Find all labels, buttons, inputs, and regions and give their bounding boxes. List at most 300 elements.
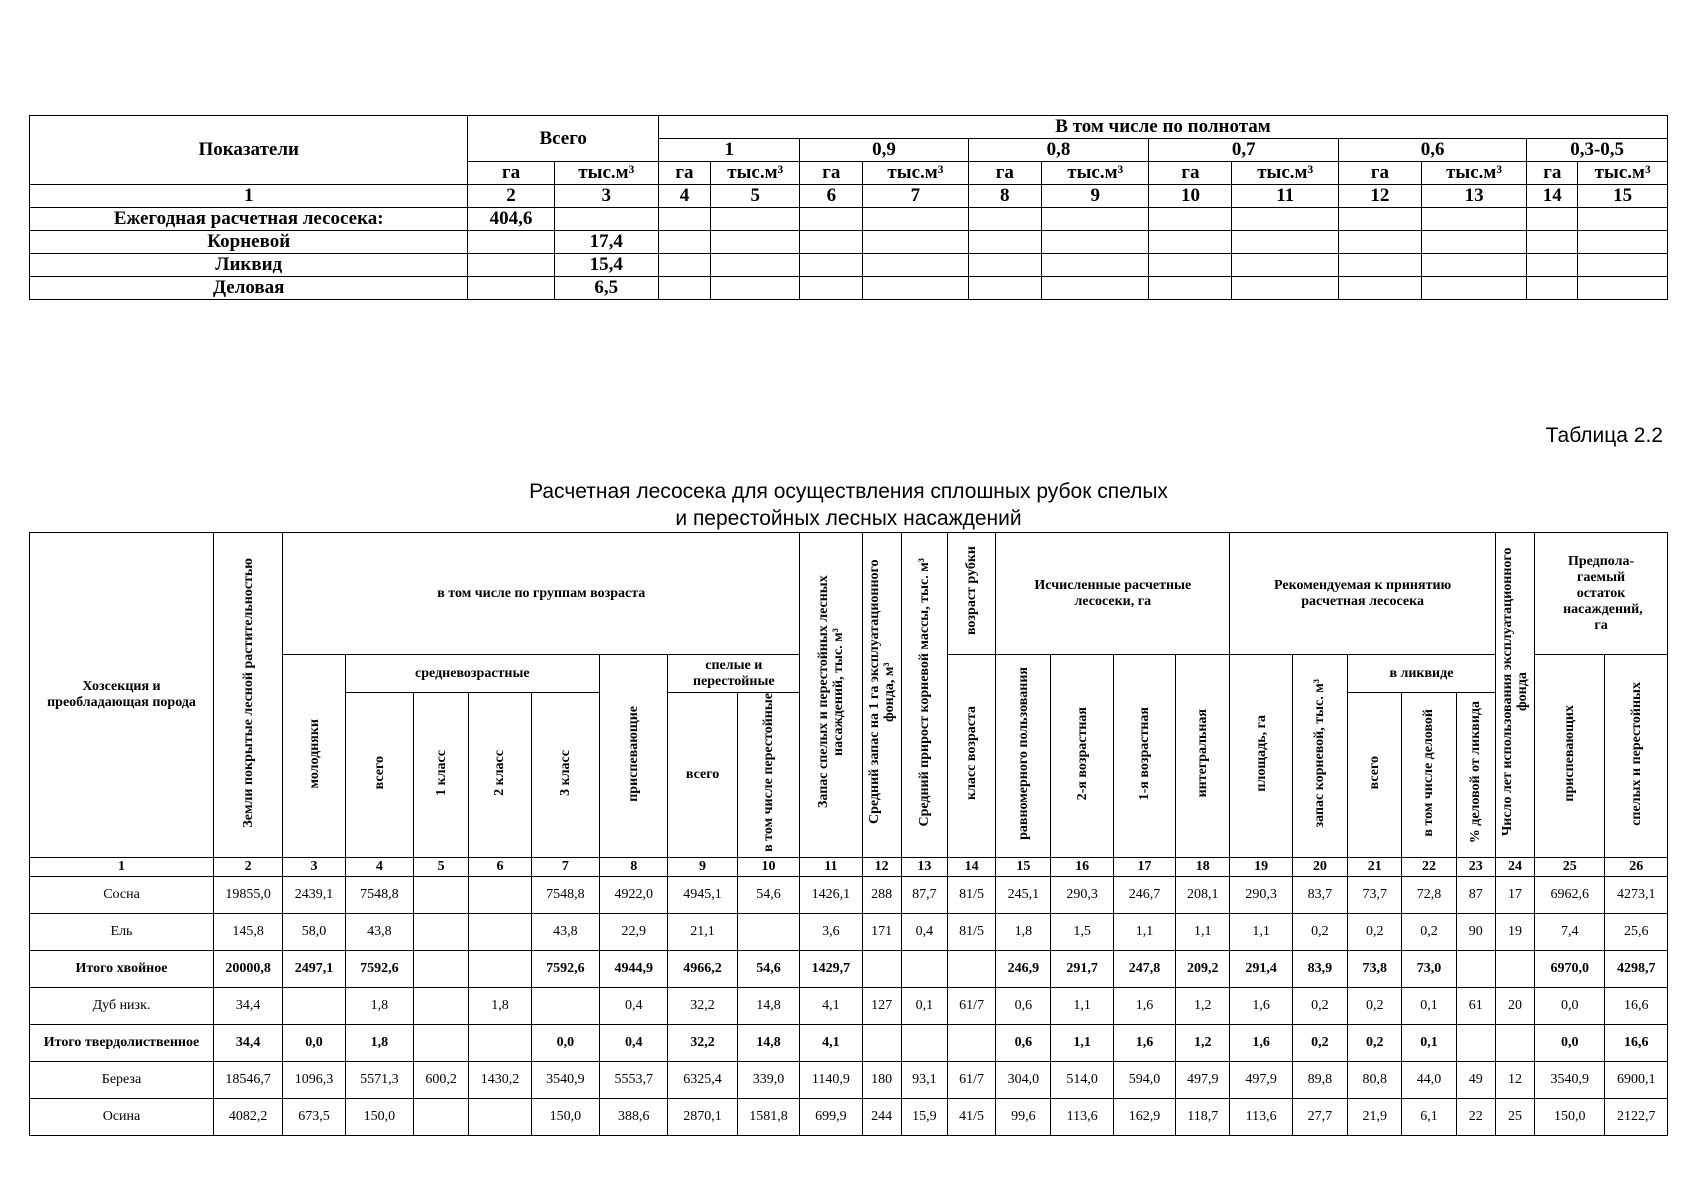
cell-empty bbox=[1149, 231, 1232, 254]
column-number: 9 bbox=[1042, 185, 1149, 208]
cell-empty bbox=[1421, 231, 1526, 254]
cell-total-volume: 6,5 bbox=[554, 277, 658, 300]
table-cell: 2870,1 bbox=[668, 1098, 737, 1135]
cell-empty bbox=[1578, 277, 1668, 300]
table-cell: 27,7 bbox=[1292, 1098, 1347, 1135]
table-cell: 4945,1 bbox=[668, 876, 737, 913]
table-cell: 1,6 bbox=[1230, 1024, 1292, 1061]
table-cell bbox=[737, 913, 799, 950]
table-cell: 2497,1 bbox=[283, 950, 345, 987]
table-cell bbox=[414, 913, 469, 950]
table-cell: 339,0 bbox=[737, 1061, 799, 1098]
table-cell: 25 bbox=[1495, 1098, 1534, 1135]
table-cell: 14,8 bbox=[737, 1024, 799, 1061]
header-mature: спелые и перестойные bbox=[668, 655, 800, 693]
table-cell bbox=[862, 950, 901, 987]
column-number: 15 bbox=[1578, 185, 1668, 208]
header-unit-ha: га bbox=[968, 162, 1041, 185]
column-number: 11 bbox=[800, 857, 862, 876]
table-cell: 4082,2 bbox=[213, 1098, 282, 1135]
header-rem-mature: спелых и перестойных bbox=[1605, 655, 1668, 858]
table-cell: 1140,9 bbox=[800, 1061, 862, 1098]
header-avg-growth: Средний прирост корневой массы, тыс. м³ bbox=[901, 533, 947, 858]
cell-empty bbox=[863, 208, 968, 231]
column-number: 5 bbox=[711, 185, 800, 208]
table-cell: 4944,9 bbox=[600, 950, 668, 987]
cell-empty bbox=[658, 277, 710, 300]
header-rem-maturing: приспевающих bbox=[1535, 655, 1605, 858]
header-unit-volume: тыс.м³ bbox=[863, 162, 968, 185]
table-cell: 25,6 bbox=[1605, 913, 1668, 950]
table-cell: 497,9 bbox=[1230, 1061, 1292, 1098]
table-cell: 5571,3 bbox=[345, 1061, 413, 1098]
table-cell bbox=[531, 987, 599, 1024]
table-cell: 6962,6 bbox=[1535, 876, 1605, 913]
table-cell: 73,0 bbox=[1402, 950, 1456, 987]
table-cell bbox=[414, 876, 469, 913]
table-cell: 514,0 bbox=[1051, 1061, 1113, 1098]
cell-empty bbox=[1527, 231, 1578, 254]
cell-empty bbox=[1421, 208, 1526, 231]
table-cell: 127 bbox=[862, 987, 901, 1024]
cell-empty bbox=[800, 254, 863, 277]
table-cell: 87,7 bbox=[901, 876, 947, 913]
table-cell: 0,0 bbox=[283, 1024, 345, 1061]
column-number: 2 bbox=[468, 185, 554, 208]
table-cell: 1430,2 bbox=[469, 1061, 531, 1098]
table-cell: 388,6 bbox=[600, 1098, 668, 1135]
table-cell: 49 bbox=[1456, 1061, 1495, 1098]
table-cell: 7592,6 bbox=[345, 950, 413, 987]
column-number: 9 bbox=[668, 857, 737, 876]
header-density: 0,8 bbox=[968, 139, 1149, 162]
table-cell: 1,6 bbox=[1113, 987, 1175, 1024]
table-row bbox=[30, 277, 1668, 300]
cell-empty bbox=[1527, 254, 1578, 277]
table-cell: 0,0 bbox=[531, 1024, 599, 1061]
cell-empty bbox=[1338, 208, 1421, 231]
cell-empty bbox=[1149, 254, 1232, 277]
table-row bbox=[30, 254, 1668, 277]
column-number: 24 bbox=[1495, 857, 1534, 876]
table-cell: 1096,3 bbox=[283, 1061, 345, 1098]
table-cell: 4922,0 bbox=[600, 876, 668, 913]
column-number: 19 bbox=[1230, 857, 1292, 876]
header-total: Всего bbox=[468, 116, 658, 162]
table-cell: 0,6 bbox=[996, 1024, 1051, 1061]
table-cell: 1,8 bbox=[345, 987, 413, 1024]
table-cell: 14,8 bbox=[737, 987, 799, 1024]
table-cell: 73,8 bbox=[1348, 950, 1402, 987]
table-cell: 1,2 bbox=[1176, 1024, 1230, 1061]
table-cell bbox=[414, 1098, 469, 1135]
cell-empty bbox=[1578, 254, 1668, 277]
table-cell: 83,9 bbox=[1292, 950, 1347, 987]
cell-total-volume bbox=[554, 208, 658, 231]
cell-total-volume: 17,4 bbox=[554, 231, 658, 254]
column-number: 6 bbox=[800, 185, 863, 208]
header-unit-volume: тыс.м³ bbox=[711, 162, 800, 185]
cell-empty bbox=[1578, 208, 1668, 231]
cell-empty bbox=[658, 208, 710, 231]
header-integral: интегральная bbox=[1176, 655, 1230, 858]
table-row bbox=[30, 1061, 1668, 1098]
table-cell: 58,0 bbox=[283, 913, 345, 950]
table-cell bbox=[901, 1024, 947, 1061]
table-row bbox=[30, 208, 1668, 231]
header-unit-volume: тыс.м³ bbox=[1042, 162, 1149, 185]
column-number: 8 bbox=[968, 185, 1041, 208]
column-number-row bbox=[30, 857, 1668, 876]
row-label: Ликвид bbox=[30, 254, 468, 277]
row-label: Деловая bbox=[30, 277, 468, 300]
table-cell: 15,9 bbox=[901, 1098, 947, 1135]
header-avg-stock: Средний запас на 1 га эксплуатационного фонда, м³ bbox=[862, 533, 901, 858]
table-cell: 61 bbox=[1456, 987, 1495, 1024]
table-cell bbox=[947, 950, 995, 987]
cell-empty bbox=[1042, 254, 1149, 277]
table-cell: 83,7 bbox=[1292, 876, 1347, 913]
header-density: 0,6 bbox=[1338, 139, 1526, 162]
table-cell bbox=[469, 950, 531, 987]
cell-empty bbox=[1421, 254, 1526, 277]
table-cell: 0,0 bbox=[1535, 1024, 1605, 1061]
table-row bbox=[30, 987, 1668, 1024]
column-number: 18 bbox=[1176, 857, 1230, 876]
table-cell: 20000,8 bbox=[213, 950, 282, 987]
table-cell: 0,2 bbox=[1348, 1024, 1402, 1061]
table-cell: 1,1 bbox=[1051, 987, 1113, 1024]
header-unit-volume: тыс.м³ bbox=[1421, 162, 1526, 185]
table-cell bbox=[414, 987, 469, 1024]
table-cell: 290,3 bbox=[1051, 876, 1113, 913]
header-maturing: приспевающие bbox=[600, 655, 668, 858]
header-age2: 2-я возрастная bbox=[1051, 655, 1113, 858]
table-cell: 7548,8 bbox=[345, 876, 413, 913]
header-class3: 3 класс bbox=[531, 693, 599, 858]
table-cell: 12 bbox=[1495, 1061, 1534, 1098]
cell-empty bbox=[1421, 277, 1526, 300]
header-density: 0,3-0,5 bbox=[1527, 139, 1668, 162]
table-cell: 21,9 bbox=[1348, 1098, 1402, 1135]
row-label: Ежегодная расчетная лесосека: bbox=[30, 208, 468, 231]
row-label: Ель bbox=[30, 913, 214, 950]
table-cell: 6900,1 bbox=[1605, 1061, 1668, 1098]
table-cell: 673,5 bbox=[283, 1098, 345, 1135]
table-cell bbox=[469, 1098, 531, 1135]
cell-empty bbox=[658, 231, 710, 254]
table-cell: 180 bbox=[862, 1061, 901, 1098]
header-unit-volume: тыс.м³ bbox=[1232, 162, 1338, 185]
table-number: Таблица 2.2 bbox=[1545, 424, 1663, 447]
column-number: 3 bbox=[554, 185, 658, 208]
table-cell: 89,8 bbox=[1292, 1061, 1347, 1098]
row-label: Дуб низк. bbox=[30, 987, 214, 1024]
header-root-stock: запас корневой, тыс. м³ bbox=[1292, 655, 1347, 858]
table-cell bbox=[469, 876, 531, 913]
table-cell: 3540,9 bbox=[1535, 1061, 1605, 1098]
header-commercial: в том числе деловой bbox=[1402, 693, 1456, 858]
table-cell bbox=[1456, 1024, 1495, 1061]
header-middle: средневозрастные bbox=[345, 655, 599, 693]
table-row bbox=[30, 950, 1668, 987]
table-cell: 1,8 bbox=[469, 987, 531, 1024]
row-label: Корневой bbox=[30, 231, 468, 254]
table-cell: 0,2 bbox=[1292, 913, 1347, 950]
table-cell: 16,6 bbox=[1605, 987, 1668, 1024]
header-section: Хозсекция и преобладающая порода bbox=[30, 533, 214, 858]
column-number: 23 bbox=[1456, 857, 1495, 876]
header-density: 0,7 bbox=[1149, 139, 1338, 162]
table-cell: 1,8 bbox=[345, 1024, 413, 1061]
cell-empty bbox=[711, 231, 800, 254]
cell-empty bbox=[1149, 277, 1232, 300]
column-number: 11 bbox=[1232, 185, 1338, 208]
table-cell: 0,1 bbox=[901, 987, 947, 1024]
column-number: 1 bbox=[30, 185, 468, 208]
header-mature-all: всего bbox=[668, 693, 737, 858]
table-cell: 7548,8 bbox=[531, 876, 599, 913]
cell-empty bbox=[1527, 277, 1578, 300]
table-cell: 244 bbox=[862, 1098, 901, 1135]
column-number: 20 bbox=[1292, 857, 1347, 876]
cell-total-ha bbox=[468, 231, 554, 254]
header-liquid: в ликвиде bbox=[1348, 655, 1496, 693]
table-cell: 54,6 bbox=[737, 876, 799, 913]
table-cell: 1429,7 bbox=[800, 950, 862, 987]
table-cell: 19 bbox=[1495, 913, 1534, 950]
table-cell: 4298,7 bbox=[1605, 950, 1668, 987]
row-label: Осина bbox=[30, 1098, 214, 1135]
table-cell: 209,2 bbox=[1176, 950, 1230, 987]
header-age-groups: в том числе по группам возраста bbox=[283, 533, 800, 655]
cell-empty bbox=[1232, 277, 1338, 300]
cell-empty bbox=[968, 208, 1041, 231]
table-cell: 247,8 bbox=[1113, 950, 1175, 987]
cell-empty bbox=[711, 254, 800, 277]
table-cell: 32,2 bbox=[668, 1024, 737, 1061]
table-cell: 81/5 bbox=[947, 913, 995, 950]
header-unit-ha: га bbox=[800, 162, 863, 185]
table-cell: 34,4 bbox=[213, 1024, 282, 1061]
column-number: 21 bbox=[1348, 857, 1402, 876]
title-line-1: Расчетная лесосека для осуществления сплошных рубок спелых bbox=[529, 480, 1168, 503]
column-number: 14 bbox=[1527, 185, 1578, 208]
table-cell: 208,1 bbox=[1176, 876, 1230, 913]
table-cell: 44,0 bbox=[1402, 1061, 1456, 1098]
table-row bbox=[30, 231, 1668, 254]
row-label: Сосна bbox=[30, 876, 214, 913]
column-number: 25 bbox=[1535, 857, 1605, 876]
table-cell bbox=[862, 1024, 901, 1061]
table-cell: 594,0 bbox=[1113, 1061, 1175, 1098]
table-cell: 90 bbox=[1456, 913, 1495, 950]
table-cell: 291,7 bbox=[1051, 950, 1113, 987]
table-cell: 1,2 bbox=[1176, 987, 1230, 1024]
table-cell: 32,2 bbox=[668, 987, 737, 1024]
column-number: 10 bbox=[1149, 185, 1232, 208]
header-unit-volume: тыс.м³ bbox=[1578, 162, 1668, 185]
table-cell: 6325,4 bbox=[668, 1061, 737, 1098]
table-cell: 2439,1 bbox=[283, 876, 345, 913]
header-unit-ha: га bbox=[468, 162, 554, 185]
row-label: Береза bbox=[30, 1061, 214, 1098]
table-cell: 81/5 bbox=[947, 876, 995, 913]
header-uniform: равномерного пользования bbox=[996, 655, 1051, 858]
column-number: 10 bbox=[737, 857, 799, 876]
header-calc-cuts: Исчисленные расчетные лесосеки, га bbox=[996, 533, 1230, 655]
table-cell: 150,0 bbox=[1535, 1098, 1605, 1135]
table-cell: 304,0 bbox=[996, 1061, 1051, 1098]
table-cell bbox=[1456, 950, 1495, 987]
table-cell: 61/7 bbox=[947, 987, 995, 1024]
cell-empty bbox=[1338, 277, 1421, 300]
column-number: 6 bbox=[469, 857, 531, 876]
table-cell: 171 bbox=[862, 913, 901, 950]
column-number: 7 bbox=[531, 857, 599, 876]
column-number: 4 bbox=[345, 857, 413, 876]
cell-empty bbox=[1578, 231, 1668, 254]
table-cell: 3,6 bbox=[800, 913, 862, 950]
table-cell: 16,6 bbox=[1605, 1024, 1668, 1061]
table-cell bbox=[414, 950, 469, 987]
cell-empty bbox=[658, 254, 710, 277]
table-cell: 246,7 bbox=[1113, 876, 1175, 913]
table-cell bbox=[947, 1024, 995, 1061]
table-cell: 34,4 bbox=[213, 987, 282, 1024]
table-cell: 245,1 bbox=[996, 876, 1051, 913]
table-cell: 18546,7 bbox=[213, 1061, 282, 1098]
cell-empty bbox=[863, 254, 968, 277]
table-cell: 1,1 bbox=[1230, 913, 1292, 950]
table-cell: 19855,0 bbox=[213, 876, 282, 913]
table-cell: 17 bbox=[1495, 876, 1534, 913]
cell-empty bbox=[863, 231, 968, 254]
column-number: 8 bbox=[600, 857, 668, 876]
table-cell: 4273,1 bbox=[1605, 876, 1668, 913]
table-cell: 145,8 bbox=[213, 913, 282, 950]
table-cell: 1,8 bbox=[996, 913, 1051, 950]
cell-empty bbox=[1232, 254, 1338, 277]
table-cell: 22,9 bbox=[600, 913, 668, 950]
table-cell: 1,6 bbox=[1113, 1024, 1175, 1061]
cell-empty bbox=[1042, 231, 1149, 254]
table-cell: 0,0 bbox=[1535, 987, 1605, 1024]
column-number: 13 bbox=[1421, 185, 1526, 208]
header-age-class: класс возраста bbox=[947, 655, 995, 858]
table-cell: 61/7 bbox=[947, 1061, 995, 1098]
header-unit-ha: га bbox=[1149, 162, 1232, 185]
table-cell: 0,4 bbox=[600, 1024, 668, 1061]
table-cell: 699,9 bbox=[800, 1098, 862, 1135]
table-cell: 290,3 bbox=[1230, 876, 1292, 913]
allowable-cut-table bbox=[29, 532, 1668, 1136]
cell-empty bbox=[1042, 208, 1149, 231]
table-row bbox=[30, 1024, 1668, 1061]
table-cell: 0,1 bbox=[1402, 1024, 1456, 1061]
header-unit-ha: га bbox=[1527, 162, 1578, 185]
table-row bbox=[30, 913, 1668, 950]
cell-empty bbox=[863, 277, 968, 300]
table-cell: 6970,0 bbox=[1535, 950, 1605, 987]
table-cell: 4,1 bbox=[800, 1024, 862, 1061]
table-cell: 1,1 bbox=[1113, 913, 1175, 950]
cell-empty bbox=[1338, 254, 1421, 277]
table-cell: 497,9 bbox=[1176, 1061, 1230, 1098]
header-commercial-pct: % деловой от ликвида bbox=[1456, 693, 1495, 858]
table-cell: 41/5 bbox=[947, 1098, 995, 1135]
cell-empty bbox=[800, 208, 863, 231]
header-unit-volume: тыс.м³ bbox=[554, 162, 658, 185]
row-label: Итого твердолиственное bbox=[30, 1024, 214, 1061]
header-indicators: Показатели bbox=[30, 116, 468, 185]
table-cell: 1,1 bbox=[1176, 913, 1230, 950]
table-cell bbox=[414, 1024, 469, 1061]
header-by-density: В том числе по полнотам bbox=[658, 116, 1667, 139]
table-cell: 1,6 bbox=[1230, 987, 1292, 1024]
header-forest-land: Земли покрытые лесной растительностью bbox=[213, 533, 282, 858]
table-cell: 7,4 bbox=[1535, 913, 1605, 950]
cell-empty bbox=[1149, 208, 1232, 231]
table-cell: 150,0 bbox=[345, 1098, 413, 1135]
cell-total-ha bbox=[468, 254, 554, 277]
table-cell bbox=[901, 950, 947, 987]
cell-empty bbox=[1042, 277, 1149, 300]
column-number: 15 bbox=[996, 857, 1051, 876]
title-line-2: и перестойных лесных насаждений bbox=[675, 507, 1022, 530]
table-title bbox=[0, 478, 1697, 532]
column-number: 17 bbox=[1113, 857, 1175, 876]
table-row bbox=[30, 876, 1668, 913]
table-cell: 0,4 bbox=[600, 987, 668, 1024]
table-cell: 0,4 bbox=[901, 913, 947, 950]
header-middle-all: всего bbox=[345, 693, 413, 858]
cell-empty bbox=[968, 254, 1041, 277]
table-cell: 5553,7 bbox=[600, 1061, 668, 1098]
cell-total-volume: 15,4 bbox=[554, 254, 658, 277]
cell-empty bbox=[1338, 231, 1421, 254]
table-cell: 1581,8 bbox=[737, 1098, 799, 1135]
header-liquid-all: всего bbox=[1348, 693, 1402, 858]
table-cell: 7592,6 bbox=[531, 950, 599, 987]
table-cell: 288 bbox=[862, 876, 901, 913]
column-number: 7 bbox=[863, 185, 968, 208]
header-density: 1 bbox=[658, 139, 800, 162]
table-cell bbox=[1495, 1024, 1534, 1061]
table-cell: 43,8 bbox=[345, 913, 413, 950]
column-number: 3 bbox=[283, 857, 345, 876]
table-cell: 73,7 bbox=[1348, 876, 1402, 913]
cell-empty bbox=[968, 277, 1041, 300]
table-cell: 291,4 bbox=[1230, 950, 1292, 987]
column-number: 26 bbox=[1605, 857, 1668, 876]
table-cell: 0,2 bbox=[1348, 987, 1402, 1024]
table-cell: 600,2 bbox=[414, 1061, 469, 1098]
column-number: 14 bbox=[947, 857, 995, 876]
table-cell: 20 bbox=[1495, 987, 1534, 1024]
table-cell: 21,1 bbox=[668, 913, 737, 950]
table-cell: 162,9 bbox=[1113, 1098, 1175, 1135]
header-area: площадь, га bbox=[1230, 655, 1292, 858]
table-cell: 118,7 bbox=[1176, 1098, 1230, 1135]
header-density: 0,9 bbox=[800, 139, 968, 162]
table-cell: 4,1 bbox=[800, 987, 862, 1024]
table-cell: 113,6 bbox=[1051, 1098, 1113, 1135]
table-cell: 1,1 bbox=[1051, 1024, 1113, 1061]
table-cell: 87 bbox=[1456, 876, 1495, 913]
header-years: Число лет использования эксплуатационного фонда bbox=[1495, 533, 1534, 858]
cell-empty bbox=[968, 231, 1041, 254]
